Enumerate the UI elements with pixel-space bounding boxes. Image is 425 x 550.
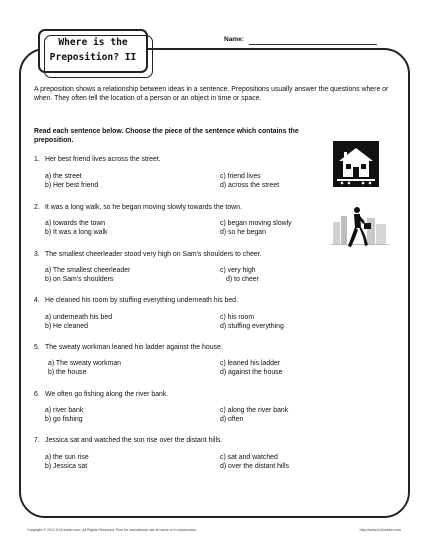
option-7c[interactable]: c) sat and watched xyxy=(220,454,278,461)
name-field[interactable] xyxy=(249,44,377,45)
option-5d[interactable]: d) against the house xyxy=(220,369,283,376)
option-5c[interactable]: c) leaned his ladder xyxy=(220,360,281,367)
option-3d[interactable]: d) to cheer xyxy=(226,276,259,283)
copyright-footer: Copyright © 2012 K12reader.com. All Rights Reserved. Free for educational use at home or in classrooms. xyxy=(27,528,197,532)
option-1a[interactable]: a) the street xyxy=(45,173,82,180)
worksheet-title: Where is the Preposition? II xyxy=(49,37,137,63)
question-7: 7. Jessica sat and watched the sun rise over the distant hills. xyxy=(34,437,223,444)
option-6d[interactable]: d) often xyxy=(220,416,244,423)
option-4b[interactable]: b) He cleaned xyxy=(45,323,88,330)
option-4d[interactable]: d) stuffing everything xyxy=(220,323,284,330)
option-6c[interactable]: c) along the river bank xyxy=(220,407,289,414)
option-7d[interactable]: d) over the distant hills xyxy=(220,463,289,470)
option-2a[interactable]: a) towards the town xyxy=(45,220,106,227)
option-1c[interactable]: c) friend lives xyxy=(220,173,261,180)
option-2c[interactable]: c) began moving slowly xyxy=(220,220,292,227)
option-7a[interactable]: a) the sun rise xyxy=(45,454,89,461)
option-1d[interactable]: d) across the street xyxy=(220,182,279,189)
option-1b[interactable]: b) Her best friend xyxy=(45,182,99,189)
option-3b[interactable]: b) on Sam's shoulders xyxy=(45,276,114,283)
walking-man-icon xyxy=(331,204,389,250)
option-5b[interactable]: b) the house xyxy=(48,369,87,376)
question-5: 5. The sweaty workman leaned his ladder against the house. xyxy=(34,344,223,351)
question-3: 3. The smallest cheerleader stood very high on Sam's shoulders to cheer. xyxy=(34,251,262,258)
intro-paragraph: A preposition shows a relationship between ideas in a sentence. Prepositions usually answer the questions where or when. They often tell the location of a person or an object in time or space. xyxy=(34,86,389,103)
option-3a[interactable]: a) The smallest cheerleader xyxy=(45,267,131,274)
question-6: 6. We often go fishing along the river bank. xyxy=(34,391,169,398)
house-icon xyxy=(333,141,379,187)
option-5a[interactable]: a) The sweaty workman xyxy=(48,360,122,367)
question-1: 1. Her best friend lives across the street. xyxy=(34,156,161,163)
option-2b[interactable]: b) It was a long walk xyxy=(45,229,108,236)
question-2: 2. It was a long walk, so he began moving slowly towards the town. xyxy=(34,204,242,211)
option-6b[interactable]: b) go fishing xyxy=(45,416,83,423)
option-7b[interactable]: b) Jessica sat xyxy=(45,463,88,470)
option-3c[interactable]: c) very high xyxy=(220,267,256,274)
name-label: Name: xyxy=(224,36,244,43)
option-4c[interactable]: c) his room xyxy=(220,314,255,321)
site-url-footer[interactable]: http://www.k12reader.com xyxy=(359,528,401,532)
title-box xyxy=(38,29,148,73)
question-4: 4. He cleaned his room by stuffing everything underneath his bed. xyxy=(34,297,238,304)
option-2d[interactable]: d) so he began xyxy=(220,229,266,236)
option-4a[interactable]: a) underneath his bed xyxy=(45,314,113,321)
option-6a[interactable]: a) river bank xyxy=(45,407,84,414)
instructions: Read each sentence below. Choose the piece of the sentence which contains the preposition. xyxy=(34,128,299,145)
